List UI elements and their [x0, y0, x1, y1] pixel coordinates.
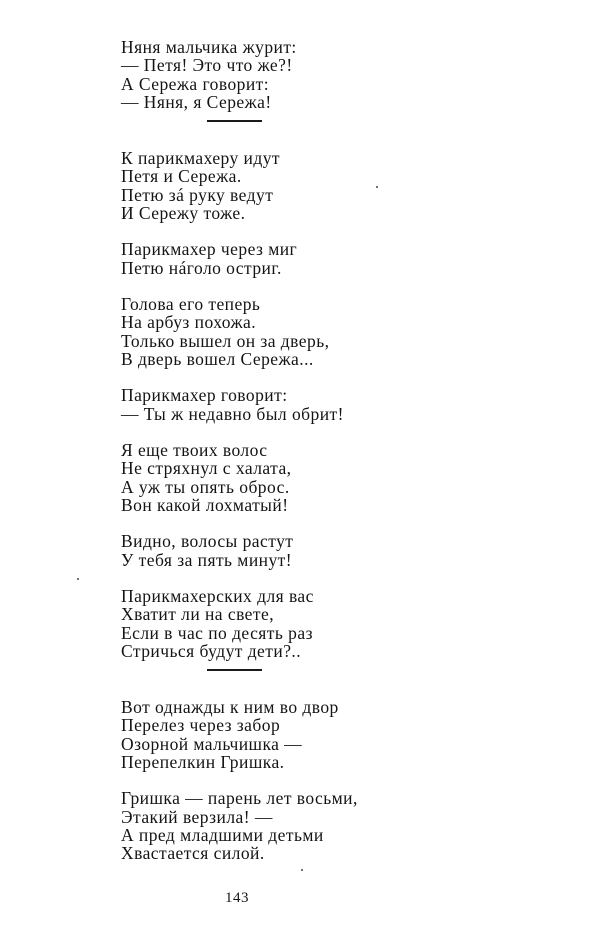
- poem-line: Петю нáголо остриг.: [121, 257, 282, 278]
- stanza: [121, 587, 421, 661]
- stanza: [121, 295, 421, 369]
- section-divider: [207, 669, 262, 670]
- poem-line: Перелез через забор: [121, 715, 281, 736]
- poem-text: [121, 38, 421, 881]
- poem-line: Видно, волосы растут: [121, 531, 294, 552]
- poem-line: Хватит ли на свете,: [121, 604, 275, 625]
- stanza: [121, 698, 421, 772]
- section-divider: [207, 120, 262, 121]
- poem-line: Парикмахер говорит:: [121, 385, 288, 406]
- poem-line: К парикмахеру идут: [121, 147, 281, 168]
- poem-line: Вот однажды к ним во двор: [121, 696, 339, 717]
- poem-line: В дверь вошел Сережа...: [121, 349, 314, 370]
- poem-line: Няня мальчика журит:: [121, 37, 297, 57]
- poem-line: — Ты ж недавно был обрит!: [121, 403, 344, 424]
- poem-line: Озорной мальчишка —: [121, 733, 303, 754]
- poem-line: А пред младшими детьми: [121, 824, 324, 845]
- poem-line: Хвастается силой.: [121, 843, 265, 864]
- poem-line: Петя и Сережа.: [121, 166, 242, 187]
- scan-speck: [77, 578, 79, 580]
- poem-line: Я еще твоих волос: [121, 439, 268, 460]
- scan-speck: [376, 186, 378, 188]
- poem-line: Если в час по десять раз: [121, 622, 313, 643]
- poem-line: А Сережа говорит:: [121, 73, 270, 94]
- poem-line: Стричься будут дети?..: [121, 641, 302, 662]
- poem-line: Парикмахер через миг: [121, 239, 298, 260]
- stanza: [121, 38, 421, 112]
- scan-speck: [301, 869, 303, 871]
- poem-line: Не стряхнул с халата,: [121, 458, 292, 479]
- poem-line: У тебя за пять минут!: [121, 549, 293, 570]
- stanza: [121, 532, 421, 569]
- poem-line: А уж ты опять оброс.: [121, 476, 290, 497]
- poem-line: Парикмахерских для вас: [121, 585, 314, 606]
- poem-line: И Сережу тоже.: [121, 203, 246, 224]
- stanza: [121, 386, 421, 423]
- poem-line: Этакий верзила! —: [121, 806, 273, 827]
- stanza: [121, 240, 421, 277]
- stanza: [121, 441, 421, 515]
- poem-line: На арбуз похожа.: [121, 312, 257, 333]
- stanza: [121, 789, 421, 863]
- poem-line: Голова его теперь: [121, 293, 261, 314]
- poem-line: Гришка — парень лет восьми,: [121, 788, 358, 809]
- poem-line: Перепелкин Гришка.: [121, 751, 285, 772]
- poem-line: Вон какой лохматый!: [121, 495, 289, 516]
- page-number: 143: [225, 890, 249, 906]
- poem-line: Только вышел он за дверь,: [121, 330, 330, 351]
- poem-line: Петю зá руку ведут: [121, 184, 274, 205]
- poem-line: — Петя! Это что же?!: [121, 55, 293, 76]
- poem-line: — Няня, я Сережа!: [121, 92, 272, 113]
